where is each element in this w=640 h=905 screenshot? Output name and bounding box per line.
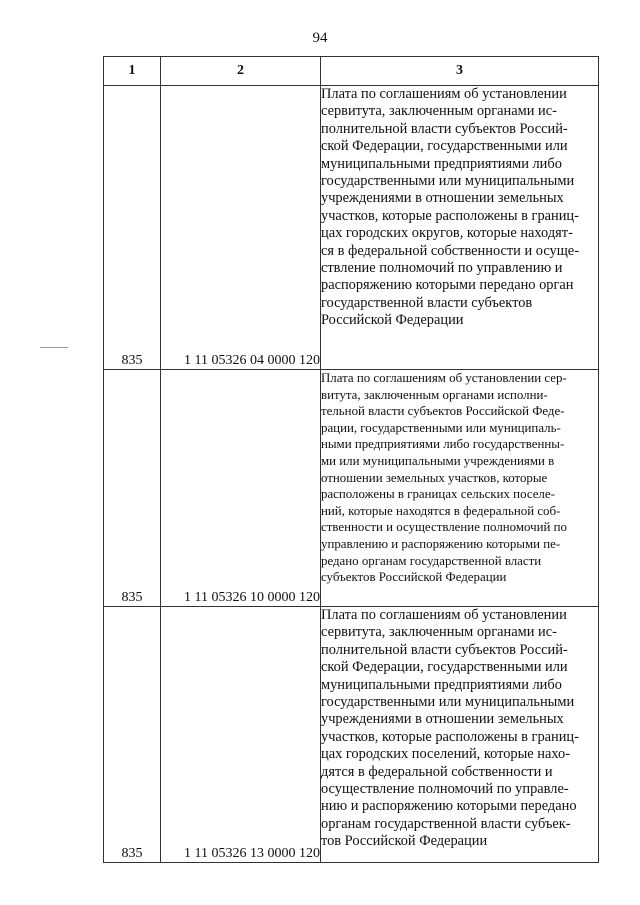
description-line: ний, которые находятся в федеральной соб- [321, 503, 561, 518]
description-line: ми или муниципальными учреждениями в [321, 453, 555, 468]
description-line: нию и распоряжению которыми передано [321, 798, 577, 815]
description-line: редано органам государственной власти [321, 553, 542, 568]
description-line: тов Российской Федерации [321, 833, 488, 850]
description-line: Плата по соглашениям об установлении [321, 607, 567, 623]
header-col-1: 1 [104, 57, 161, 86]
table-header-row [104, 57, 599, 86]
margin-mark [40, 347, 68, 348]
description-line: цах городских поселений, которые нахо- [321, 746, 570, 763]
description-line: субъектов Российской Федерации [321, 570, 507, 585]
header-col-2: 2 [161, 57, 321, 86]
revenue-code-cell: 1 11 05326 13 0000 120 [161, 607, 321, 863]
description-line: участков, которые расположены в границ- [321, 728, 579, 745]
description-line: управлению и распоряжению которыми пе- [321, 536, 561, 551]
description-line: сервитута, заключенным органами ис- [321, 624, 557, 641]
description-line: ствление полномочий по управлению и [321, 260, 563, 277]
description-cell [321, 86, 599, 370]
description-line: муниципальными предприятиями либо [321, 155, 562, 172]
description-line: Плата по соглашениям об установлении [321, 86, 567, 102]
description-cell [321, 607, 599, 863]
admin-code-cell: 835 [104, 370, 161, 607]
description-line: ственности и осуществление полномочий по [321, 520, 567, 535]
description-line: ся в федеральной собственности и осуще- [321, 242, 579, 259]
table-row [104, 370, 599, 607]
description-line: расположены в границах сельских поселе- [321, 487, 555, 502]
table-row [104, 86, 599, 370]
description-line: рации, государственными или муниципаль- [321, 420, 561, 435]
revenue-code-cell: 1 11 05326 04 0000 120 [161, 86, 321, 370]
description-line: ской Федерации, государственными или [321, 138, 568, 155]
page-number: 94 [312, 30, 328, 46]
description-cell [321, 370, 599, 607]
description-line: дятся в федеральной собственности и [321, 763, 553, 780]
header-col-3: 3 [321, 57, 599, 86]
description-line: осуществление полномочий по управле- [321, 781, 569, 798]
description-line: отношении земельных участков, которые [321, 470, 548, 485]
revenue-code-table [103, 56, 599, 863]
description-line: муниципальными предприятиями либо [321, 676, 562, 693]
description-line: участков, которые расположены в границ- [321, 207, 579, 224]
description-line: ской Федерации, государственными или [321, 659, 568, 676]
description-line: сервитута, заключенным органами ис- [321, 103, 557, 120]
description-line: витута, заключенным органами исполни- [321, 387, 548, 402]
admin-code-cell: 835 [104, 86, 161, 370]
description-line: Российской Федерации [321, 312, 464, 329]
admin-code-cell: 835 [104, 607, 161, 863]
description-line: Плата по соглашениям об установлении сер- [321, 371, 567, 385]
description-line: цах городских округов, которые находят- [321, 225, 573, 242]
revenue-code-cell: 1 11 05326 10 0000 120 [161, 370, 321, 607]
description-line: государственной власти субъектов [321, 294, 533, 311]
description-line: тельной власти субъектов Российской Феде- [321, 404, 565, 419]
description-line: учреждениями в отношении земельных [321, 190, 564, 207]
description-line: государственными или муниципальными [321, 694, 575, 711]
description-line: полнительной власти субъектов Россий- [321, 120, 568, 137]
description-line: распоряжению которыми передано орган [321, 277, 574, 294]
description-line: учреждениями в отношении земельных [321, 711, 564, 728]
description-line: органам государственной власти субъек- [321, 815, 571, 832]
description-line: полнительной власти субъектов Россий- [321, 641, 568, 658]
description-line: ными предприятиями либо государственны- [321, 437, 565, 452]
description-line: государственными или муниципальными [321, 173, 575, 190]
table-row [104, 607, 599, 863]
